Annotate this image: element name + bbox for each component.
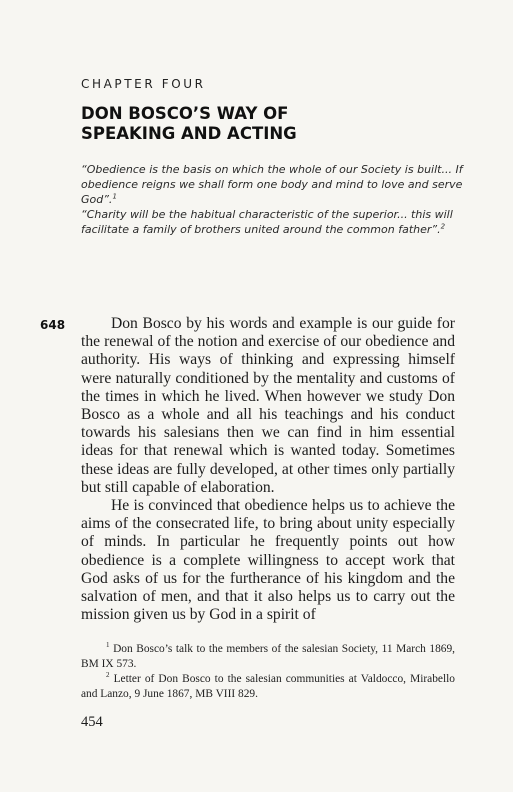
epigraph-quote-1 <box>81 162 471 207</box>
epigraph-quote-2 <box>81 207 471 237</box>
chapter-title <box>81 104 461 144</box>
footnote-2-text: Letter of Don Bosco to the salesian communities at Valdocco, Mirabello and Lanzo, 9 June 1867, MB VIII 829. <box>81 673 455 700</box>
margin-paragraph-number: 648 <box>40 318 66 332</box>
epigraph-quote-2-text: “Charity will be the habitual characteristic of the superior... this will facilitate a family of brothers united around the common father”. <box>81 208 453 236</box>
chapter-title-line-2: SPEAKING AND ACTING <box>81 124 297 143</box>
footnote-ref-2: 2 <box>440 222 446 231</box>
page-number: 454 <box>81 714 103 730</box>
footnote-1-mark: 1 <box>106 641 110 650</box>
body-paragraph-1: Don Bosco by his words and example is our guide for the renewal of the notion and exercise of our obedience and authority. His ways of thinking and expressing himself were naturally conditioned by the mentality and customs of the times in which he lived. When however we study Don Bosco as a whole and all his teachings and his conduct towards his salesians then we can find in him essential ideas for that renewal which is wanted today. Sometimes these ideas are fully developed, at other times only partially but still capable of elaboration. <box>81 315 455 496</box>
epigraph <box>81 162 471 237</box>
footnote-1 <box>81 642 455 672</box>
body-paragraph-2: He is convinced that obedience helps us to achieve the aims of the consecrated life, to bring about unity especially of minds. In particular he frequently points out how obedience is a complete willingness to accept work that God asks of us for the furtherance of his kingdom and the salvation of men, and that it also helps us to carry out the mission given us by God in a spirit of <box>81 497 455 624</box>
chapter-label: CHAPTER FOUR <box>81 77 206 91</box>
footnote-2-mark: 2 <box>106 671 110 680</box>
footnote-ref-1: 1 <box>112 192 117 201</box>
footnote-2 <box>81 672 455 702</box>
epigraph-quote-1-text: “Obedience is the basis on which the whole of our Society is built... If obedience reigns we shall form one body and mind to love and serve God”. <box>81 163 463 206</box>
body-text <box>81 315 455 624</box>
footnotes <box>81 642 455 702</box>
chapter-title-line-1: DON BOSCO’S WAY OF <box>81 104 289 123</box>
footnote-1-text: Don Bosco’s talk to the members of the salesian Society, 11 March 1869, BM IX 573. <box>81 643 456 670</box>
